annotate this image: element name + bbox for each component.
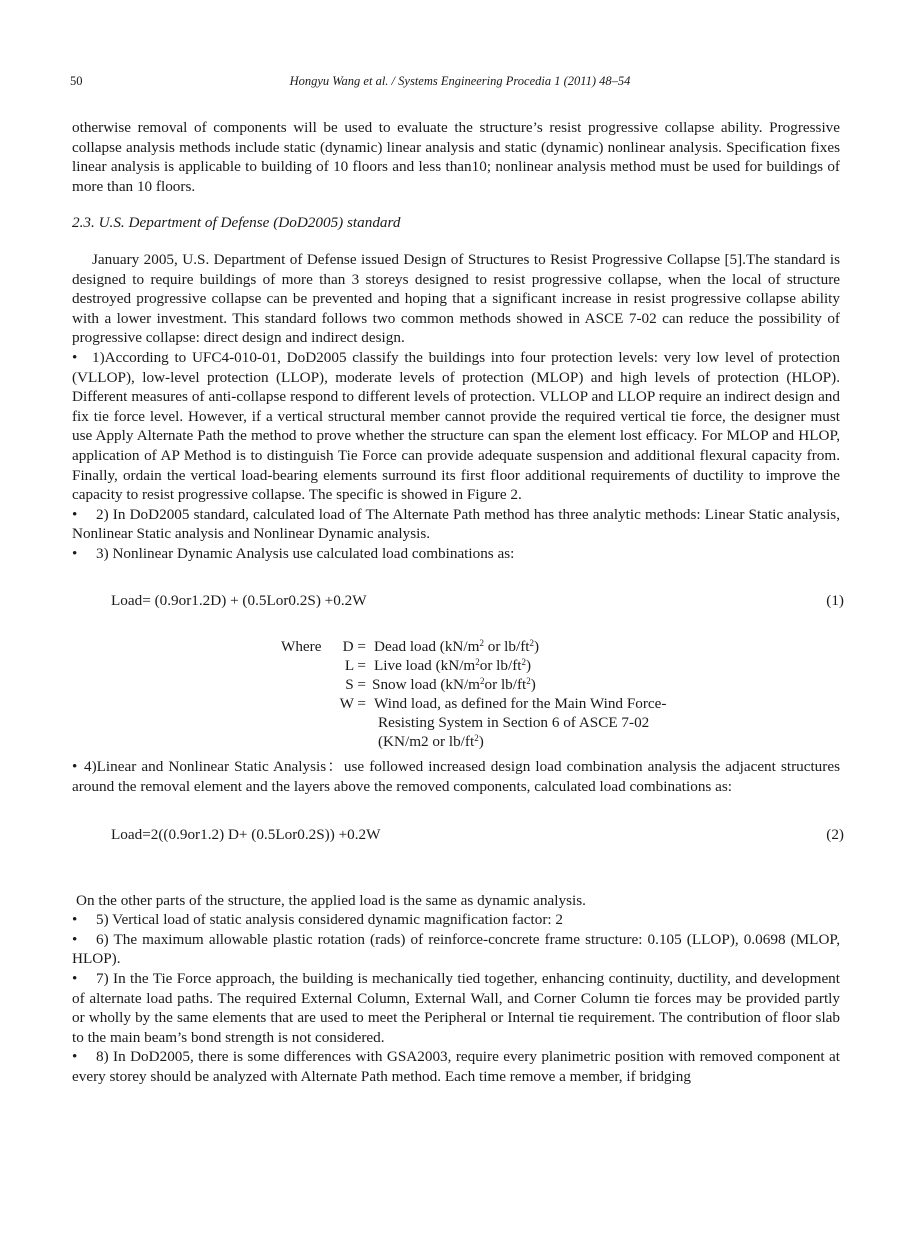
definition-text: Snow load ($kN/m^2or$ $lb/ft^2$): [372, 676, 536, 694]
equation-number: (1): [826, 592, 844, 610]
bullet-text: 4)Linear and Nonlinear Static Analysis：use followed increased design load combination analysis the adjacent structures around the removal element and the layers above the removed components, calculated load combinations as:: [72, 758, 840, 796]
paragraph-other-parts: On the other parts of the structure, the applied load is the same as dynamic analysis.: [76, 891, 586, 909]
bullet-item-6: [72, 930, 840, 969]
section-title: 2.3. U.S. Department of Defense (DoD2005) standard: [72, 214, 401, 232]
bullet-marker: •: [72, 1048, 78, 1066]
symbol-d: D =: [342, 638, 366, 656]
bullet-item-7: [72, 969, 840, 1047]
bullet-text: 1)According to UFC4-010-01, DoD2005 classify the buildings into four protection levels: very low level of protection (VLLOP), low-level protection (LLOP), moderate levels of protection (MLOP) and high levels of protection (HLOP). Different measures of anti-collapse respond to different levels of protection. VLLOP and LLOP require an indirect design and fix tie force level. However, if a vertical structural member cannot provide the required vertical tie force, the designer must use Apply Alternate Path the method to prove whether the structure can span the element lost efficacy. For MLOP and HLOP, application of AP Method is to distinguish Tie Force can provide adequate suspension and additional flexural capacity from. Finally, ordain the vertical load-bearing elements surround its first floor additional requirements of ductility to improve the capacity to resist progressive collapse. The specific is showed in Figure 2.: [72, 348, 840, 504]
where-label: Where: [281, 638, 322, 656]
bullet-text: 7) In the Tie Force approach, the building is mechanically tied together, enhancing continuity, ductility, and development of alternate load paths. The required External Column, External Wall, and Corner Column tie forces may be provided partly or wholly by the same elements that are used to meet the Peripheral or Internal tie requirement. The contribution of floor slab to the main beam’s bond strength is not considered.: [72, 970, 840, 1046]
bullet-text: 5) Vertical load of static analysis considered dynamic magnification factor: 2: [96, 911, 563, 929]
bullet-text: 3) Nonlinear Dynamic Analysis use calculated load combinations as:: [96, 544, 515, 562]
bullet-item-2: [72, 505, 840, 544]
paragraph-dod: January 2005, U.S. Department of Defense issued Design of Structures to Resist Progressive Collapse [5].The standard is designed to require buildings of more than 3 storeys designed to resist progressive collapse, when the local of structure destroyed progressive collapse can be prevented and hoping that a significant increase in resist progressive collapse ability with a lower investment. This standard follows two common methods showed in ASCE 7-02 can reduce the possibility of progressive collapse: direct design and indirect design.: [72, 250, 840, 347]
symbol-l: L =: [344, 657, 366, 675]
page-header: [70, 74, 850, 92]
bullet-marker: •: [72, 930, 78, 948]
symbol-w: W =: [339, 695, 366, 713]
bullet-text: 6) The maximum allowable plastic rotation (rads) of reinforce-concrete frame structure: 0.105 (LLOP), 0.0698 (MLOP, HLOP).: [72, 930, 840, 968]
running-head: Hongyu Wang et al. / Systems Engineering Procedia 1 (2011) 48–54: [289, 74, 631, 88]
paragraph-intro: otherwise removal of components will be used to evaluate the structure’s resist progressive collapse ability. Progressive collapse analysis methods include static (dynamic) linear analysis and static (dynamic) nonlinear analysis. Specification fixes linear analysis is applicable to building of 10 floors and less than10; nonlinear analysis method must be used for buildings of more than 10 floors.: [72, 119, 840, 195]
definition-text: Dead load ($kN/m^2$ or $lb/ft^2$): [374, 638, 540, 656]
bullet-item-3: [72, 544, 840, 564]
definition-text: Live load ($kN/m^2or$ $lb/ft^2$): [374, 657, 532, 675]
equation-number: (2): [826, 825, 844, 843]
main-text: [72, 118, 844, 1087]
bullet-item-8: [72, 1047, 840, 1086]
symbol-s: S =: [345, 676, 366, 694]
equation-2: [72, 825, 844, 845]
page-number: 50: [70, 74, 83, 88]
bullet-marker: •: [72, 758, 78, 776]
bullet-marker: •: [72, 544, 78, 562]
definition-text: Resisting System in Section 6 of ASCE 7-02: [378, 714, 650, 732]
definition-text: (KN/m2 or $lb/ft^2$): [378, 733, 484, 751]
bullet-marker: •: [72, 348, 78, 366]
bullet-marker: •: [72, 970, 78, 988]
bullet-item-5: [72, 910, 840, 930]
variable-definitions: [72, 637, 840, 757]
definition-text: Wind load, as defined for the Main Wind Force-: [374, 695, 667, 713]
bullet-item-1: [72, 348, 840, 505]
bullet-text: 2) In DoD2005 standard, calculated load of The Alternate Path method has three analytic methods: Linear Static analysis, Nonlinear Static analysis and Nonlinear Dynamic analysis.: [72, 505, 840, 543]
equation-formula: Load= (0.9or1.2D) + (0.5Lor0.2S) +0.2W: [111, 592, 367, 610]
bullet-item-4: [72, 757, 840, 796]
equation-formula: Load=2((0.9or1.2) D+ (0.5Lor0.2S)) +0.2W: [111, 825, 381, 843]
equation-1: [72, 591, 844, 611]
bullet-marker: •: [72, 911, 78, 929]
bullet-text: 8) In DoD2005, there is some differences with GSA2003, require every planimetric position with removed component at every storey should be analyzed with Alternate Path method. Each time remove a member, if bridging: [72, 1048, 840, 1085]
bullet-marker: •: [72, 505, 78, 523]
